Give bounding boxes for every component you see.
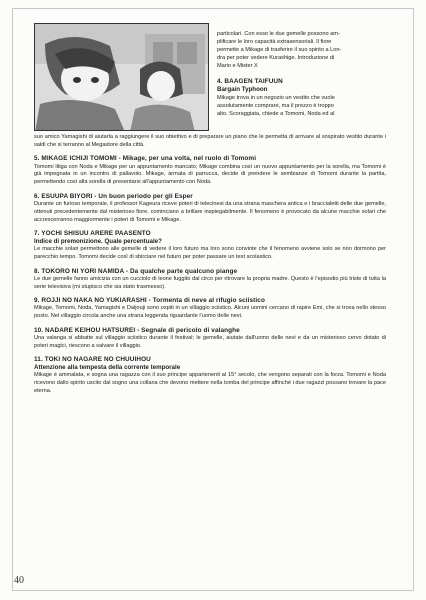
episode-7: [34, 230, 386, 262]
section-body-line: assolutamente comprare, ma il prezzo è troppo: [217, 103, 334, 110]
section-body: Una valanga si abbatte sul villaggio sciistico durante il festival; le gemelle, aiutate dall'uomo delle nevi e da un misterioso cervo dotato di poteri magici, riescono a salvare il villaggio.: [34, 334, 386, 349]
intro-line: permette a Mikage di trasferire il suo spirito a Lon-: [217, 47, 342, 53]
episode-11: [34, 356, 386, 396]
intro-line: dra per poter vedere Kurashige. Introduzione di: [217, 55, 335, 61]
section-title: 5. MIKAGE ICHIJI TOMOMI - Mikage, per una volta, nel ruolo di Tomomi: [34, 155, 257, 163]
section-title: 7. YOCHI SHISUU ARERE PAASENTO: [34, 230, 151, 238]
episode-9: [34, 297, 386, 321]
intro-line: plificare le loro capacità extrasensoriali. Il fiore: [217, 39, 332, 45]
section-title: 4. BAAGEN TAIFUUN: [217, 78, 283, 85]
section-body: Durante un furioso temporale, il professor Kageura riceve poteri di telecinesi da una strana maschera antica e i braccialetti delle due gemelle, ottenuti precedentemente dal misterioso fiore, cominciano a brillare inspiegabilmente. Il fenomeno è provocato da alcune macchie solari che accrescerranno maggiormente i poteri di Tomomi e Mikage.: [34, 200, 386, 223]
section-body: Le macchie solari permettono alle gemelle di vedere il loro futuro ma loro sono convinte che il fenomeno avviene solo se non dormono per parecchio tempo. Tomomi decide così di sbirciare nel futuro per poter passare un test scolastico.: [34, 246, 386, 261]
episode-6: [34, 193, 386, 225]
section-title: 9. ROJJI NO NAKA NO YUKIARASHI - Tormenta di neve al rifugio sciistico: [34, 297, 265, 305]
episode-5: [34, 155, 386, 187]
section-body-line: Mikage trova in un negozio un vestito che vuole: [217, 95, 335, 102]
section-body: Le due gemelle fanno amicizia con un cucciolo di leone fuggito dal circo per ritrovare la propria madre. Questo è l'episodio più triste di tutta la serie televisiva (mi stupisco che sia stato trasmesso).: [34, 275, 386, 290]
section-body-line: alto. Scoraggiata, chiede a Tomomi, Noda ed al: [217, 111, 335, 118]
section-body: Mikage è ammalata, e sogna una ragazza con il suo principe appartenenti al 15° secolo, che vengono separati con la forza. Tomomi e Noda ricevono dallo spirito uscito dal sogno una collana che devono mettere nella tomba del principe affinché i due ragazzi possano trovare la pace eterna.: [34, 372, 386, 395]
intro-line: particolari. Con esso le due gemelle possono am-: [217, 31, 340, 37]
section-title: 6. ESUUPA BIYORI - Un buon periodo per gli Esper: [34, 192, 193, 200]
episode-8: [34, 268, 386, 292]
section-body: suo amico Yamagishi di aiutarla a raggiungere il suo obiettivo e di preparare un piano che le permetta di arrivare al sospirato vestito durante i saldi che si terranno al Megastore della città.: [34, 134, 386, 148]
episode-4: [34, 134, 386, 150]
section-subtitle: Attenzione alla tempesta della corrente temporale: [34, 364, 181, 372]
section-body: Tomomi litiga con Noda e Mikage per un appuntamento mancato; Mikage combina così un nuovo appuntamento per la sorella, ma Tomomi è già impegnata in un incontro di pallavolo. Mikage, armata di parrucca, decide di prendere le sembianze di Tomomi durante la partita, permettendo così alla sorella di presentarsi all'appuntamento con Noda.: [34, 163, 386, 186]
section-title: 8. TOKORO NI YORI NAMIDA - Da qualche parte qualcuno piange: [34, 267, 238, 275]
section-subtitle: Bargain Typhoon: [217, 86, 268, 94]
page-number: 40: [14, 575, 24, 586]
intro-line: Mario e Mister X: [217, 63, 258, 69]
section-title: 11. TOKI NO NAGARE NO CHUUIHOU: [34, 356, 151, 364]
section-subtitle: Indice di premonizione. Quale percentuale?: [34, 238, 162, 246]
main-text: [34, 134, 386, 402]
intro-text: [217, 30, 387, 118]
episode-10: [34, 327, 386, 351]
anime-illustration: [34, 23, 209, 131]
section-body: Mikage, Tomomi, Noda, Yamagishi e Daijouji sono ospiti in un villaggio sciistico. Alcuni uomini cercano di rapire Emi, che si trova nello stesso posto. Nel villaggio circola anche una strana leggenda riguardante l'uomo delle nevi.: [34, 305, 386, 320]
section-title: 10. NADARE KEIHOU HATSUREI - Segnale di pericolo di valanghe: [34, 326, 240, 334]
